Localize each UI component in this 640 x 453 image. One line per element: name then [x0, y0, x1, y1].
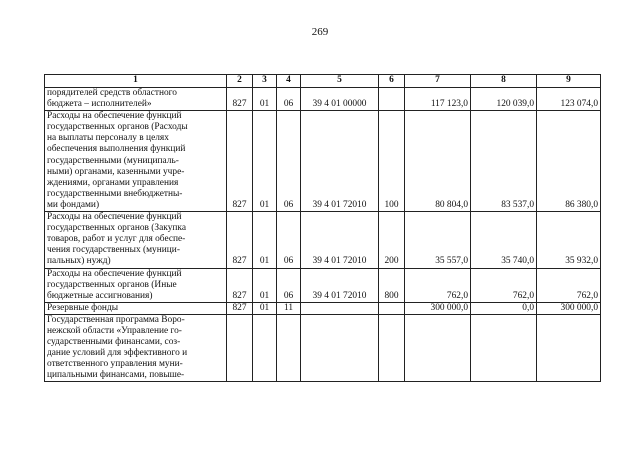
table-header-row [45, 75, 601, 88]
header-col-6: 6 [379, 75, 405, 88]
cell-amount-col9 [537, 314, 601, 382]
row-name-line: бюджетные ассигнования) [47, 290, 153, 301]
cell-expense-type: 800 [379, 268, 405, 302]
row-name-line: товаров, работ и услуг для обеспе- [47, 234, 186, 245]
cell-target-article [301, 302, 379, 314]
cell-amount-col8: 120 039,0 [471, 88, 537, 111]
header-col-3: 3 [253, 75, 277, 88]
cell-ministry: 827 [227, 212, 253, 268]
cell-expense-type [379, 302, 405, 314]
row-name-line: обеспечения выполнения функций [47, 144, 186, 155]
cell-section: 01 [253, 302, 277, 314]
cell-ministry: 827 [227, 111, 253, 212]
row-name-line: Расходы на обеспечение функций [47, 111, 182, 122]
cell-amount-col9: 762,0 [537, 268, 601, 302]
row-name-line: государственных органов (Закупка [47, 223, 186, 234]
cell-amount-col8: 35 740,0 [471, 212, 537, 268]
table-row [45, 302, 601, 314]
cell-section: 01 [253, 212, 277, 268]
header-col-7: 7 [405, 75, 471, 88]
cell-ministry: 827 [227, 88, 253, 111]
row-name [45, 302, 227, 314]
row-name-line: порядителей средств областного [47, 88, 177, 98]
budget-table [44, 74, 601, 382]
row-name-line: государственными (муниципаль- [47, 155, 179, 166]
table-row [45, 212, 601, 268]
header-col-5: 5 [301, 75, 379, 88]
row-name-line: ципальными финансами, повыше- [47, 370, 185, 381]
cell-amount-col8 [471, 314, 537, 382]
table-row [45, 314, 601, 382]
row-name-line: Расходы на обеспечение функций [47, 212, 182, 223]
cell-amount-col9: 300 000,0 [537, 302, 601, 314]
cell-target-article: 39 4 01 72010 [301, 212, 379, 268]
cell-target-article: 39 4 01 00000 [301, 88, 379, 111]
cell-amount-col7: 80 804,0 [405, 111, 471, 212]
row-name [45, 314, 227, 382]
cell-amount-col8: 83 537,0 [471, 111, 537, 212]
row-name-line: ми фондами) [47, 199, 100, 210]
cell-subsection: 06 [277, 268, 301, 302]
cell-expense-type: 100 [379, 111, 405, 212]
row-name-line: государственных органов (Расходы [47, 122, 188, 133]
row-name-line: Резервные фонды [47, 302, 119, 313]
row-name-line: ответственного управления муни- [47, 359, 183, 370]
row-name-line: дание условий для эффективного и [47, 348, 188, 359]
page-number: 269 [311, 26, 329, 38]
table-row [45, 268, 601, 302]
cell-section: 01 [253, 268, 277, 302]
row-name [45, 212, 227, 268]
table-row [45, 88, 601, 111]
cell-subsection: 06 [277, 212, 301, 268]
cell-section: 01 [253, 88, 277, 111]
cell-subsection [277, 314, 301, 382]
cell-target-article: 39 4 01 72010 [301, 268, 379, 302]
header-col-4: 4 [277, 75, 301, 88]
row-name [45, 88, 227, 111]
cell-amount-col8: 762,0 [471, 268, 537, 302]
cell-amount-col7: 300 000,0 [405, 302, 471, 314]
row-name-line: государственными внебюджетны- [47, 188, 183, 199]
cell-subsection: 06 [277, 111, 301, 212]
header-col-8: 8 [471, 75, 537, 88]
row-name-line: Государственная программа Воро- [47, 314, 185, 325]
cell-section: 01 [253, 111, 277, 212]
cell-ministry: 827 [227, 302, 253, 314]
cell-target-article: 39 4 01 72010 [301, 111, 379, 212]
table-row [45, 111, 601, 212]
row-name-line: ными) органами, казенными учре- [47, 166, 185, 177]
cell-ministry: 827 [227, 268, 253, 302]
cell-amount-col7 [405, 314, 471, 382]
row-name-line: чения государственных (муници- [47, 245, 180, 256]
row-name [45, 268, 227, 302]
row-name-line: Расходы на обеспечение функций [47, 268, 182, 279]
row-name-line: пальных) нужд) [47, 256, 111, 267]
row-name-line: на выплаты персоналу в целях [47, 133, 169, 144]
row-name-line: нежской области «Управление го- [47, 325, 182, 336]
cell-target-article [301, 314, 379, 382]
cell-subsection: 06 [277, 88, 301, 111]
row-name [45, 111, 227, 212]
row-name-line: ждениями, органами управления [47, 177, 179, 188]
cell-amount-col9: 35 932,0 [537, 212, 601, 268]
cell-expense-type [379, 314, 405, 382]
row-name-line: бюджета – исполнителей» [47, 99, 152, 110]
cell-amount-col8: 0,0 [471, 302, 537, 314]
cell-subsection: 11 [277, 302, 301, 314]
row-name-line: сударственными финансами, соз- [47, 337, 181, 348]
row-name-line: государственных органов (Иные [47, 279, 177, 290]
header-col-1: 1 [45, 75, 227, 88]
cell-expense-type: 200 [379, 212, 405, 268]
cell-amount-col7: 762,0 [405, 268, 471, 302]
cell-ministry [227, 314, 253, 382]
cell-amount-col9: 86 380,0 [537, 111, 601, 212]
header-col-2: 2 [227, 75, 253, 88]
cell-section [253, 314, 277, 382]
cell-expense-type [379, 88, 405, 111]
cell-amount-col7: 35 557,0 [405, 212, 471, 268]
cell-amount-col9: 123 074,0 [537, 88, 601, 111]
cell-amount-col7: 117 123,0 [405, 88, 471, 111]
header-col-9: 9 [537, 75, 601, 88]
